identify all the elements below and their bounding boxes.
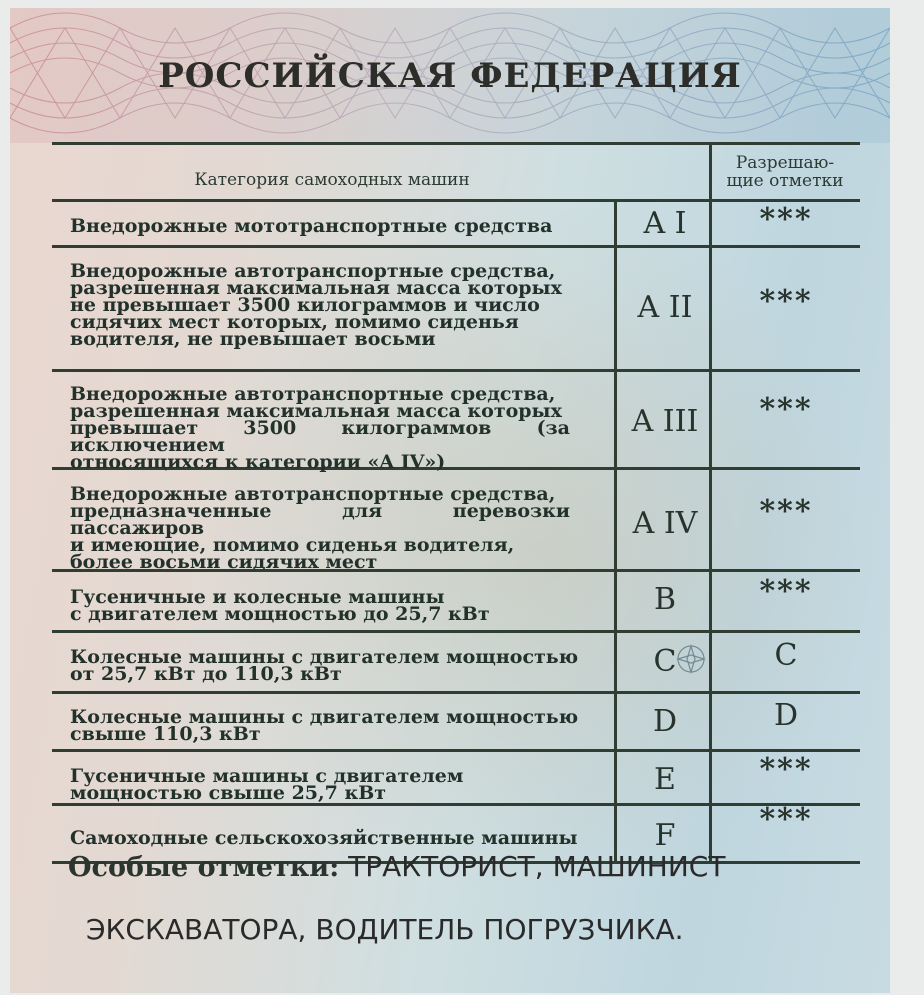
categories-table [52, 142, 860, 864]
desc-line: с двигателем мощностью до 25,7 кВт [70, 603, 490, 625]
permit-mark: *** [759, 392, 813, 427]
row-description [70, 215, 600, 237]
desc-line: Самоходные сельскохозяйственные машины [70, 827, 578, 849]
row-description [70, 765, 590, 804]
permit-mark: *** [759, 752, 813, 787]
desc-line: превышает 3500 килограммов (за исключением [70, 417, 570, 456]
rosette-stamp-icon [674, 642, 708, 676]
row-description [70, 706, 590, 745]
permit-mark: *** [759, 202, 813, 237]
desc-line: Колесные машины с двигателем мощностью [70, 646, 579, 668]
special-marks-line1: ТРАКТОРИСТ, МАШИНИСТ [348, 850, 726, 883]
special-marks [68, 850, 725, 883]
category-code: E [654, 762, 676, 797]
desc-line: Колесные машины с двигателем мощностью [70, 706, 579, 728]
desc-line: свыше 110,3 кВт [70, 723, 261, 745]
desc-line: предназначенные для перевозки пассажиров [70, 500, 570, 539]
category-code: F [654, 818, 676, 853]
category-code: D [652, 704, 678, 739]
header-category: Категория самоходных машин [194, 170, 470, 190]
desc-line: водителя, не превышает восьми [70, 328, 436, 350]
header-marks-line1: Разрешаю- [735, 153, 835, 173]
header-marks-line2: щие отметки [726, 171, 844, 191]
desc-line: Внедорожные мототранспортные средства [70, 215, 553, 237]
desc-line: и имеющие, помимо сиденья водителя, [70, 534, 515, 556]
row-description [70, 383, 570, 473]
permit-mark: D [773, 698, 799, 733]
category-code: A IV [632, 506, 698, 541]
category-code: A I [643, 206, 687, 241]
permit-mark: *** [759, 284, 813, 319]
desc-line: мощностью свыше 25,7 кВт [70, 782, 387, 804]
license-back-page [10, 8, 890, 993]
permit-mark: *** [759, 802, 813, 837]
category-code: A III [631, 404, 699, 439]
row-description [70, 260, 570, 350]
category-code: A II [637, 290, 693, 325]
desc-line: Гусеничные и колесные машины [70, 586, 445, 608]
special-marks-label: Особые отметки: [68, 852, 340, 883]
desc-line: от 25,7 кВт до 110,3 кВт [70, 663, 342, 685]
desc-line: Гусеничные машины с двигателем [70, 765, 464, 787]
document-title: РОССИЙСКАЯ ФЕДЕРАЦИЯ [158, 56, 742, 96]
desc-line: не превышает 3500 килограммов и число [70, 294, 540, 316]
desc-line: более восьми сидячих мест [70, 551, 378, 573]
desc-line: Внедорожные автотранспортные средства, [70, 260, 556, 282]
row-description [70, 586, 590, 625]
category-code: B [653, 582, 677, 617]
desc-line: разрешенная максимальная масса которых [70, 400, 562, 422]
desc-line: разрешенная максимальная масса которых [70, 277, 562, 299]
desc-line: Внедорожные автотранспортные средства, [70, 383, 556, 405]
desc-line: относящихся к категории «A IV») [70, 451, 446, 473]
desc-line: Внедорожные автотранспортные средства, [70, 483, 556, 505]
desc-line: сидячих мест которых, помимо сиденья [70, 311, 519, 333]
category-code: C [653, 644, 677, 679]
row-description [70, 827, 600, 849]
permit-mark: C [774, 638, 798, 673]
row-description [70, 483, 570, 573]
permit-mark: *** [759, 574, 813, 609]
special-marks-line2: ЭКСКАВАТОРА, ВОДИТЕЛЬ ПОГРУЗЧИКА. [86, 913, 684, 946]
permit-mark: *** [759, 494, 813, 529]
row-description [70, 646, 590, 685]
